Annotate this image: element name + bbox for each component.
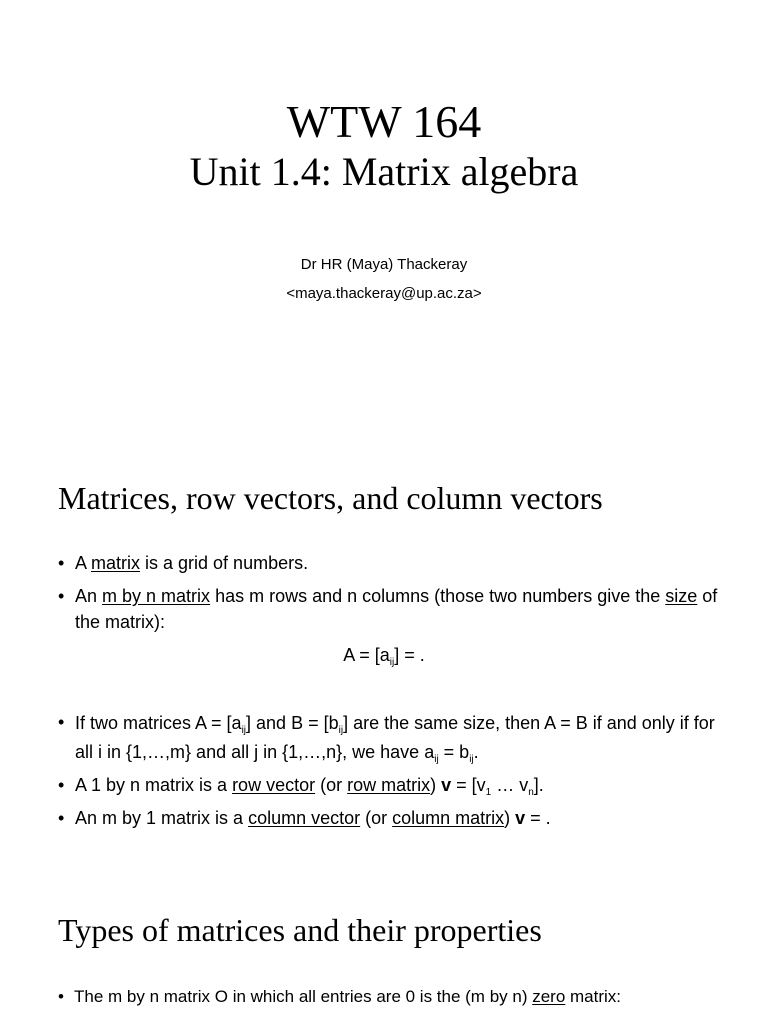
text: (or [360,808,393,828]
bullet-dot: • [58,712,65,732]
term-column-matrix: column matrix [392,808,505,828]
bullet-column-vector [58,805,718,831]
text: The m by n matrix O in which all entries are 0 is the (m by n) [74,987,533,1006]
text: = b [438,742,470,762]
text: If two matrices A = [a [75,713,242,733]
text: has m rows and n columns (those two numbers give the [210,586,666,606]
slide-heading-matrices: Matrices, row vectors, and column vectors [58,480,603,516]
bullet-dot: • [58,808,65,828]
text: ]. [533,775,544,795]
bullet-dot: • [58,775,65,795]
bullet-zero-matrix [58,984,718,1010]
text: = [v [451,775,486,795]
text: A 1 by n matrix is a [75,775,233,795]
term-size: size [665,586,698,606]
text: of the matrix): [75,586,718,632]
bullet-matrix-definition [58,550,718,576]
text: A = [a [343,645,390,665]
text: A [75,553,92,573]
text: matrix: [565,987,622,1006]
text: = . [525,808,551,828]
term-m-by-n-matrix: m by n matrix [102,586,211,606]
term-matrix: matrix [91,553,141,573]
subscript: ij [241,725,247,736]
text: ] and B = [b [246,713,339,733]
subscript: ij [434,754,439,765]
term-row-vector: row vector [232,775,316,795]
text: ) [430,775,442,795]
bullet-dot: • [58,586,65,606]
text: (or [315,775,348,795]
term-zero: zero [532,987,566,1006]
text: ] = . [394,645,425,665]
text: An m by 1 matrix is a [75,808,249,828]
bullet-matrix-equality [58,709,718,767]
term-row-matrix: row matrix [347,775,431,795]
subscript: n [528,787,534,798]
slide-heading-types: Types of matrices and their properties [58,912,542,948]
subscript: ij [469,754,474,765]
author-name: Dr HR (Maya) Thackeray [300,256,468,273]
text: is a grid of numbers. [140,553,309,573]
bullet-m-by-n [58,583,718,635]
bullet-dot: • [58,553,65,573]
equation-matrix-a [0,642,768,668]
course-title: WTW 164 [286,96,482,147]
text: … v [491,775,529,795]
vector-v: v [441,775,452,795]
subscript: ij [389,657,395,668]
text: ) [504,808,516,828]
unit-title: Unit 1.4: Matrix algebra [189,149,579,194]
subscript: 1 [485,787,492,798]
text: An [75,586,103,606]
bullet-dot: • [58,987,64,1006]
text: ] are the same size, then A = B if and only if for all i in {1,…,m} and all j in {1,…,n}, we have a [75,713,715,762]
text: . [473,742,479,762]
term-column-vector: column vector [248,808,361,828]
author-email: <maya.thackeray@up.ac.za> [286,285,482,302]
vector-v: v [515,808,526,828]
bullet-row-vector [58,772,718,798]
subscript: ij [338,725,344,736]
